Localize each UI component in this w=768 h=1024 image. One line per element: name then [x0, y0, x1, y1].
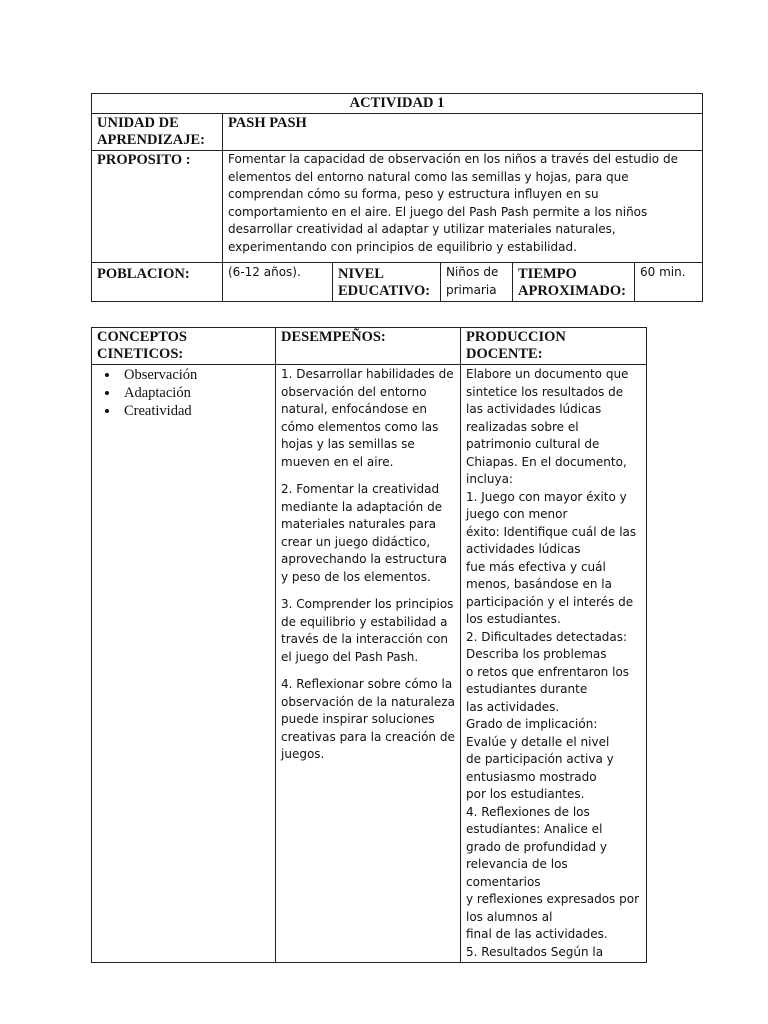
produccion-cell	[461, 365, 647, 963]
desempeno-item: 4. Reflexionar sobre cómo la observación de la naturaleza puede inspirar soluciones creativas para la creación de juegos.	[281, 677, 455, 761]
activity-detail-table	[91, 327, 647, 963]
proposito-value: Fomentar la capacidad de observación en los niños a través del estudio de elementos del entorno natural como las semillas y hojas, para que comprendan cómo su forma, peso y estructura influyen en su comportamiento en el aire. El juego del Pash Pash permite a los niños desarrollar creatividad al adaptar y utilizar materiales naturales, experimentando con principios de equilibrio y estabilidad.	[223, 151, 703, 263]
activity-summary-table	[91, 93, 703, 302]
list-item: • Creatividad	[120, 402, 270, 420]
list-item: • Observación	[120, 366, 270, 384]
unidad-label: UNIDAD DE APRENDIZAJE:	[92, 114, 223, 151]
desempenos-header: DESEMPEÑOS:	[276, 328, 461, 365]
desempeno-item: 3. Comprender los principios de equilibrio y estabilidad a través de la interacción con el juego del Pash Pash.	[281, 597, 454, 664]
conceptos-list	[97, 366, 270, 420]
proposito-label: PROPOSITO :	[92, 151, 223, 263]
activity-title: ACTIVIDAD 1	[92, 94, 703, 114]
tiempo-value: 60 min.	[635, 263, 703, 302]
nivel-value: Niños de primaria	[441, 263, 513, 302]
desempeno-item: 2. Fomentar la creatividad mediante la adaptación de materiales naturales para crear un juego didáctico, aprovechando la estructura y peso de los elementos.	[281, 482, 447, 584]
conceptos-header: CONCEPTOS CINETICOS:	[92, 328, 276, 365]
nivel-label: NIVEL EDUCATIVO:	[333, 263, 441, 302]
tiempo-label: TIEMPO APROXIMADO:	[513, 263, 635, 302]
conceptos-cell	[92, 365, 276, 963]
poblacion-value: (6-12 años).	[223, 263, 333, 302]
unidad-value: PASH PASH	[223, 114, 703, 151]
list-item: • Adaptación	[120, 384, 270, 402]
desempenos-cell	[276, 365, 461, 963]
produccion-text: Elabore un documento que sintetice los resultados de las actividades lúdicas realizadas sobre el patrimonio cultural de Chiapas. En el documento, incluya: 1. Juego con mayor éxito y juego con menor éxito: Identifique cuál de las actividades lúdicas fue más efectiva y cuál menos, basándose en la participación y el interés de los estudiantes. 2. Dificultades detectadas: Describa los problemas o retos que enfrentaron los estudiantes durante las actividades. Grado de implicación: Evalúe y detalle el nivel de participación activa y entusiasmo mostrado por los estudiantes. 4. Reflexiones de los estudiantes: Analice el grado de profundidad y relevancia de los comentarios y reflexiones expresados por los alumnos al final de las actividades. 5. Resultados Según la	[466, 367, 639, 959]
poblacion-label: POBLACION:	[92, 263, 223, 302]
desempeno-item: 1. Desarrollar habilidades de observación del entorno natural, enfocándose en cómo elementos como las hojas y las semillas se mueven en el aire.	[281, 367, 454, 469]
produccion-header: PRODUCCION DOCENTE:	[461, 328, 647, 365]
